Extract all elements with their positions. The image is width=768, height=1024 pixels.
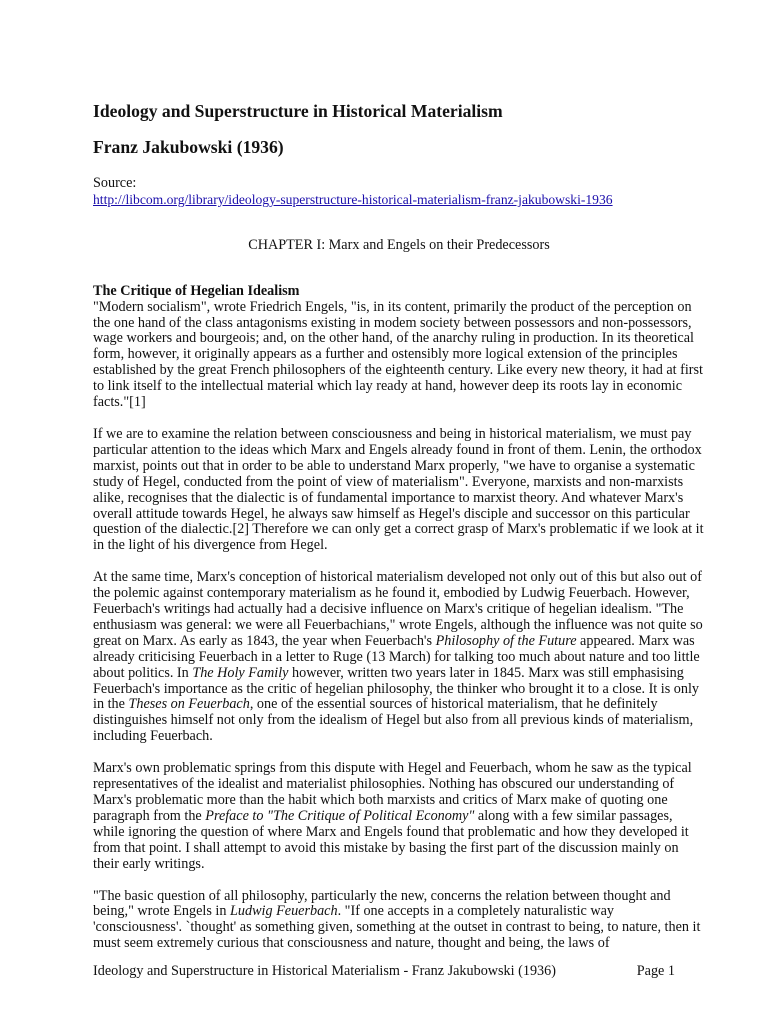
paragraph-text: If we are to examine the relation between consciousness and being in historical materialism, we must pay particular attention to the ideas which Marx and Engels already found in front of them. Lenin, the orthodox marxist, points out that in order to be able to understand Marx properly, "we have to organise a systematic study of Hegel, conducted from the point of view of materialism". Everyone, marxists and non-marxists alike, recognises that the dialectic is of fundamental importance to marxist theory. And whatever Marx's overall attitude towards Hegel, he always saw himself as Hegel's disciple and successor on this particular question of the dialectic.[2] Therefore we can only get a correct grasp of Marx's problematic if we look at it in the light of his divergence from Hegel. <box>93 425 704 554</box>
paragraph-text: At the same time, Marx's conception of historical materialism developed not only out of this but also out of the polemic against contemporary materialism as he found it, embodied by Ludwig Feuerbach. However, Feuerbach's writings had actually had a decisive influence on Marx's critique of hegelian idealism. "The enthusiasm was general: we were all Feuerbachians," wrote Engels, although the influence was not quite so great on Marx. As early as 1843, the year when Feuerbach's <box>93 569 703 649</box>
paragraph-text: Marx's own problematic springs from this dispute with Hegel and Feuerbach, whom he saw as the typical representatives of the idealist and materialist philosophies. Nothing has obscured our understanding of Marx's problematic more than the habit which both marxists and critics of Marx make of quoting one paragraph from the <box>93 760 692 824</box>
body-paragraph <box>93 761 705 872</box>
document-body <box>93 100 705 968</box>
source-label: Source: <box>93 175 137 191</box>
work-title: Philosophy of the Future <box>435 632 577 649</box>
document-title: Ideology and Superstructure in Historical Materialism <box>93 101 503 121</box>
paragraph-text: . "If one accepts in a completely naturalistic way 'consciousness'. `thought' as something given, something at the outset in contrast to being, to nature, then it must seem extremely curious that consciousness and nature, thought and being, the laws of <box>93 903 701 952</box>
work-title: The Holy Family <box>192 664 289 681</box>
body-paragraph <box>93 889 705 953</box>
footer-page-number: Page 1 <box>636 963 675 979</box>
paragraphs-container <box>93 300 705 953</box>
paragraph-text: "The basic question of all philosophy, particularly the new, concerns the relation between thought and being," wrote Engels in <box>93 887 671 920</box>
body-paragraph <box>93 427 705 554</box>
work-title: Preface to "The Critique of Political Economy" <box>205 807 475 824</box>
body-paragraph <box>93 570 705 745</box>
work-title: Theses on Feuerbach <box>128 696 250 713</box>
paragraph-text: along with a few similar passages, while ignoring the question of where Marx and Engels found that problematic and how they developed it from that point. I shall attempt to avoid this mistake by basing the first part of the discussion mainly on their early writings. <box>93 807 689 872</box>
work-title: Ludwig Feuerbach <box>230 903 338 920</box>
paragraph-text: appeared. Marx was already criticising Feuerbach in a letter to Ruge (13 March) for talking too much about nature and too little about politics. In <box>93 632 700 681</box>
paragraph-text: , one of the essential sources of historical materialism, that he definitely distinguishes himself not only from the idealism of Hegel but also from all previous kinds of materialism, including Feuerbach. <box>93 696 694 745</box>
body-paragraph <box>93 300 705 411</box>
document-author: Franz Jakubowski (1936) <box>93 137 284 157</box>
chapter-heading: CHAPTER I: Marx and Engels on their Predecessors <box>248 236 550 253</box>
footer-running-title: Ideology and Superstructure in Historical Materialism - Franz Jakubowski (1936) <box>93 963 556 979</box>
section-heading: The Critique of Hegelian Idealism <box>93 282 300 299</box>
source-link[interactable]: http://libcom.org/library/ideology-superstructure-historical-materialism-franz-jakubowski-1936 <box>93 191 613 207</box>
paragraph-text: however, written two years later in 1845. Marx was still emphasising Feuerbach's importance as the critic of hegelian philosophy, the thinker who brought it to a close. It is only in the <box>93 664 700 713</box>
paragraph-text: "Modern socialism", wrote Friedrich Engels, "is, in its content, primarily the product of the perception on the one hand of the class antagonisms existing in modem society between possessors and non-possessors, wage workers and bourgeois; and, on the other hand, of the anarchy ruling in production. In its theoretical form, however, it originally appears as a further and ostensibly more logical extension of the principles established by the great French philosophers of the eighteenth century. Like every new theory, it had at first to link itself to the intellectual material which lay ready at hand, however deep its roots lay in economic facts."[1] <box>93 298 703 411</box>
